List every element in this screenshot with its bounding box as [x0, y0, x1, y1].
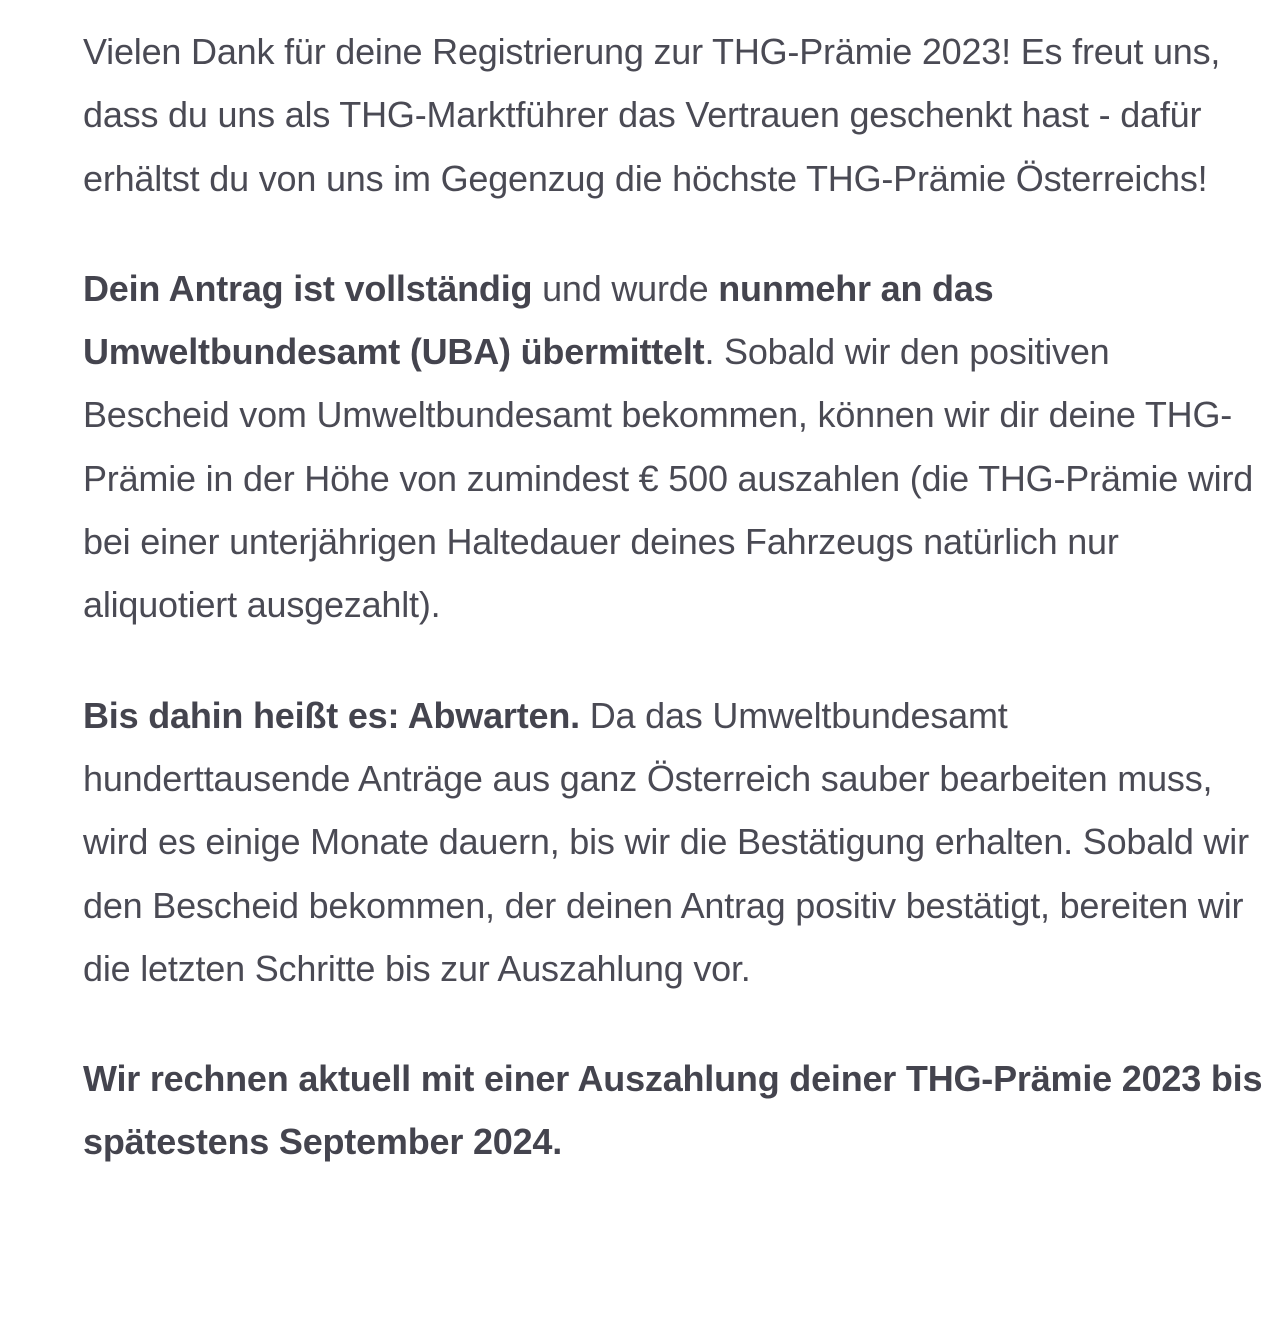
submitted-to-uba-highlight: nunmehr an das Umweltbundesamt (UBA) übermittelt [83, 267, 994, 373]
payout-estimate-highlight: Wir rechnen aktuell mit einer Auszahlung deiner THG-Prämie 2023 bis spätestens September 2024. [83, 1058, 1263, 1163]
waiting-paragraph [83, 684, 1263, 1000]
message-body [83, 20, 1263, 1174]
waiting-highlight: Bis dahin heißt es: Abwarten. [83, 694, 580, 736]
thank-you-text: Vielen Dank für deine Registrierung zur THG-Prämie 2023! Es freut uns, dass du uns als THG-Marktführer das Vertrauen geschenkt hast - dafür erhältst du von uns im Gegenzug die höchste THG-Prämie Österreichs! [83, 31, 1221, 199]
application-complete-highlight: Dein Antrag ist vollständig [83, 267, 533, 309]
payout-estimate-paragraph [83, 1047, 1263, 1174]
application-status-text-2: . Sobald wir den positiven Bescheid vom Umweltbundesamt bekommen, können wir dir deine THG-Prämie in der Höhe von zumindest € 500 auszahlen (die THG-Prämie wird bei einer unterjährigen Haltedauer deines Fahrzeugs natürlich nur aliquotiert ausgezahlt). [83, 331, 1254, 626]
application-status-paragraph [83, 257, 1263, 637]
application-status-text-1: und wurde [532, 267, 719, 309]
thank-you-paragraph [83, 20, 1263, 210]
waiting-text: Da das Umweltbundesamt hunderttausende Anträge aus ganz Österreich sauber bearbeiten muss, wird es einige Monate dauern, bis wir die Bestätigung erhalten. Sobald wir den Bescheid bekommen, der deinen Antrag positiv bestätigt, bereiten wir die letzten Schritte bis zur Auszahlung vor. [83, 694, 1249, 989]
